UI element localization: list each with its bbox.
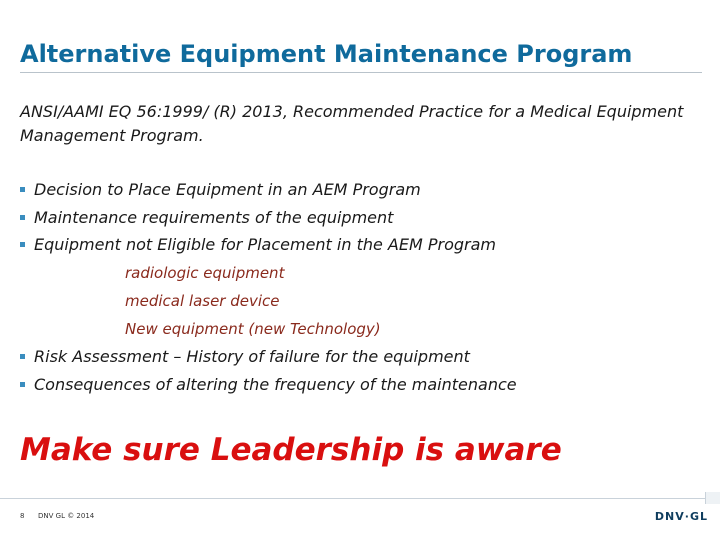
bullet-square-icon [20,187,25,192]
bullet-text: Decision to Place Equipment in an AEM Program [34,180,421,199]
bullet-text: Maintenance requirements of the equipment [34,208,394,227]
bullet-item [20,375,517,394]
dnv-gl-logo: DNV·GL [654,510,708,523]
bullet-item [20,208,393,227]
sub-item: medical laser device [125,292,280,310]
slide-title: Alternative Equipment Maintenance Program [20,40,633,68]
sub-item: New equipment (new Technology) [125,320,381,338]
bullet-square-icon [20,242,25,247]
bullet-square-icon [20,215,25,220]
bullet-item [20,180,421,199]
leadership-callout: Make sure Leadership is aware [20,432,562,468]
footer-corner-tab [705,492,720,504]
bullet-text: Risk Assessment – History of failure for the equipment [34,347,470,366]
footer-divider [0,498,720,499]
bullet-text: Equipment not Eligible for Placement in the AEM Program [34,235,497,254]
bullet-square-icon [20,354,25,359]
sub-item: radiologic equipment [125,264,285,282]
copyright-text: DNV GL © 2014 [38,512,95,520]
title-divider [20,72,702,73]
bullet-square-icon [20,382,25,387]
bullet-text: Consequences of altering the frequency of the maintenance [34,375,517,394]
bullet-item [20,235,496,254]
bullet-item [20,347,470,366]
page-number: 8 [20,512,25,520]
reference-standard-text: ANSI/AAMI EQ 56:1999/ (R) 2013, Recommended Practice for a Medical Equipment Management Program. [20,102,684,145]
